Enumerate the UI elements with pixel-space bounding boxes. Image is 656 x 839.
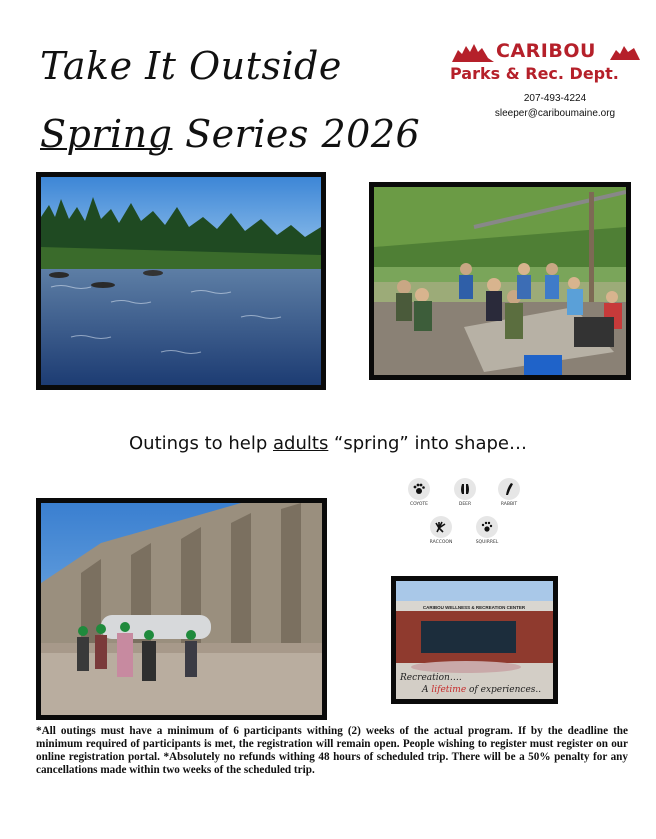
track-label-coyote: COYOTE bbox=[409, 502, 429, 507]
squirrel-track-icon bbox=[476, 516, 498, 538]
track-label-deer: DEER bbox=[458, 502, 472, 507]
rabbit-track-icon bbox=[498, 478, 520, 500]
caption-lifetime: lifetime bbox=[431, 685, 467, 695]
river-photo bbox=[36, 172, 326, 390]
track-label-squirrel: SQUIRREL bbox=[475, 540, 499, 545]
title-series-year: Series 2026 bbox=[172, 112, 421, 156]
wellness-caption-line2 bbox=[422, 685, 541, 695]
paw-print-icon bbox=[408, 478, 430, 500]
tagline bbox=[0, 433, 656, 454]
caribou-antler-right-icon bbox=[608, 42, 642, 62]
caption-rest: of experiences.. bbox=[466, 685, 542, 695]
track-label-rabbit: RABBIT bbox=[500, 502, 518, 507]
dam-visit-photo bbox=[36, 498, 327, 720]
logo-caribou-text: CARIBOU bbox=[496, 40, 596, 62]
contact-phone: 207-493-4224 bbox=[523, 93, 587, 104]
raccoon-track-icon bbox=[430, 516, 452, 538]
page-title-line1: Take It Outside bbox=[40, 44, 342, 88]
caribou-parks-rec-logo bbox=[448, 40, 644, 90]
wellness-sign: CARIBOU WELLNESS & RECREATION CENTER bbox=[422, 605, 526, 610]
tagline-after: “spring” into shape… bbox=[328, 433, 527, 454]
logo-subtitle: Parks & Rec. Dept. bbox=[450, 64, 619, 83]
picnic-group-photo bbox=[369, 182, 631, 380]
title-spring-word: Spring bbox=[40, 112, 173, 156]
animal-tracks-legend bbox=[400, 476, 540, 548]
caribou-antler-icon bbox=[448, 40, 496, 64]
wellness-center-photo bbox=[391, 576, 558, 704]
page-title-line2 bbox=[40, 112, 420, 156]
tagline-adults: adults bbox=[273, 433, 329, 454]
caption-a: A bbox=[422, 685, 432, 695]
contact-email: sleeper@cariboumaine.org bbox=[494, 108, 616, 119]
hoof-print-icon bbox=[454, 478, 476, 500]
tagline-before: Outings to help bbox=[129, 433, 274, 454]
track-label-raccoon: RACCOON bbox=[429, 540, 453, 545]
registration-disclaimer: *All outings must have a minimum of 6 participants withing (2) weeks of the actual program. If by the deadline the minimum required of participants is met, the registration will remain open. People wishing to register must register on our online registration portal. *Absolutely no refunds withing 48 hours of scheduled trip. There will be a 50% penalty for any cancellations made within two weeks of the scheduled trip. bbox=[36, 725, 628, 776]
wellness-caption-line1: Recreation…. bbox=[400, 673, 462, 683]
